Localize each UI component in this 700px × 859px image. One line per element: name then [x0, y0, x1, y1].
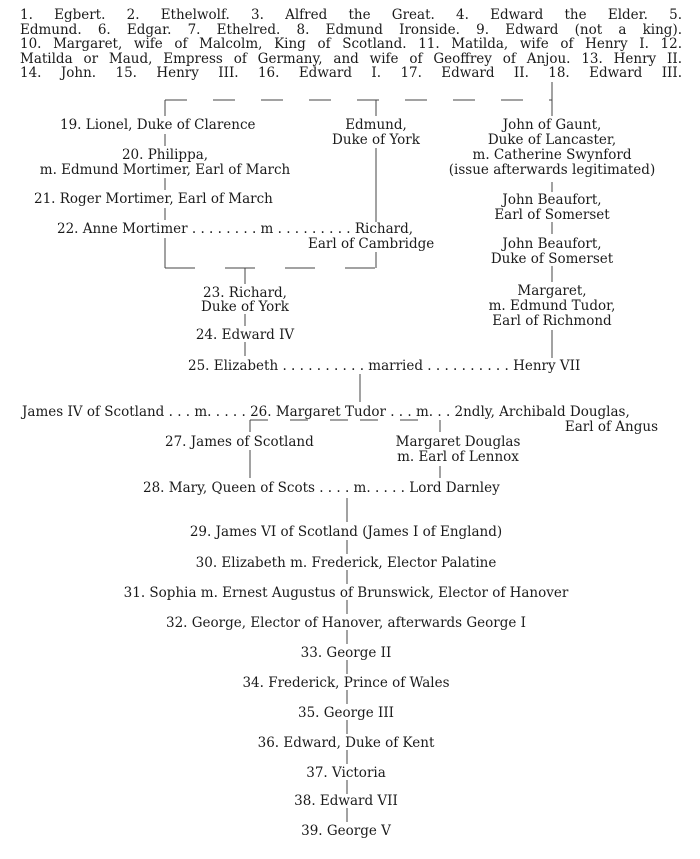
john-beaufort-earl-2: Earl of Somerset [494, 207, 610, 223]
john-of-gaunt-2: Duke of Lancaster, [487, 132, 617, 148]
lineage-entry: 34. Frederick, Prince of Wales [242, 675, 450, 691]
margaret-tudor-marriages: James IV of Scotland . . . m. . . . . 26. Margaret Tudor . . . m. . . 2ndly, Archibald Douglas, [22, 404, 630, 420]
lineage-entry: 33. George II [300, 645, 392, 661]
intro-line: 14. John. 15. Henry III. 16. Edward I. 17. Edward II. 18. Edward III. [20, 65, 682, 81]
john-beaufort-duke-1: John Beaufort, [502, 236, 602, 252]
intro-line: 1. Egbert. 2. Ethelwolf. 3. Alfred the Great. 4. Edward the Elder. 5. [20, 7, 682, 23]
james-of-scotland: 27. James of Scotland [165, 434, 314, 450]
john-of-gaunt-4: (issue afterwards legitimated) [448, 162, 656, 178]
john-beaufort-duke-2: Duke of Somerset [490, 251, 614, 267]
margaret-beaufort-3: Earl of Richmond [492, 313, 612, 329]
philippa-2: m. Edmund Mortimer, Earl of March [39, 162, 291, 178]
margaret-douglas-2: m. Earl of Lennox [397, 449, 519, 465]
john-of-gaunt-3: m. Catherine Swynford [472, 147, 632, 163]
edward-iv: 24. Edward IV [195, 327, 295, 343]
earl-of-cambridge: Earl of Cambridge [308, 236, 435, 252]
philippa-1: 20. Philippa, [121, 147, 209, 163]
roger-mortimer: 21. Roger Mortimer, Earl of March [34, 191, 273, 207]
early-kings-list [20, 8, 682, 81]
edmund-duke-of-york-2: Duke of York [332, 132, 420, 148]
lineage-entry: 31. Sophia m. Ernest Augustus of Brunswick, Elector of Hanover [123, 585, 569, 601]
lineage-entry: 39. George V [301, 823, 391, 839]
lineage-entry: 32. George, Elector of Hanover, afterwards George I [165, 615, 527, 631]
elizabeth-henry-vii: 25. Elizabeth . . . . . . . . . . married . . . . . . . . . . Henry VII [188, 358, 581, 374]
richard-duke-of-york-1: 23. Richard, [203, 285, 287, 301]
john-beaufort-earl-1: John Beaufort, [502, 192, 602, 208]
lineage-entry: 36. Edward, Duke of Kent [257, 735, 435, 751]
edmund-duke-of-york-1: Edmund, [345, 117, 407, 133]
earl-of-angus: Earl of Angus [564, 419, 658, 435]
mary-queen-of-scots: 28. Mary, Queen of Scots . . . . m. . . . . Lord Darnley [143, 480, 500, 496]
margaret-beaufort-1: Margaret, [517, 283, 587, 299]
anne-mortimer-marriage: 22. Anne Mortimer . . . . . . . . m . . . . . . . . . Richard, [57, 221, 414, 237]
john-of-gaunt-1: John of Gaunt, [502, 117, 602, 133]
intro-line: Edmund. 6. Edgar. 7. Ethelred. 8. Edmund Ironside. 9. Edward (not a king). [20, 21, 682, 38]
margaret-douglas-1: Margaret Douglas [395, 434, 521, 450]
lineage-entry: 35. George III [297, 705, 395, 721]
lineage-entry: 38. Edward VII [294, 793, 398, 809]
intro-line: Matilda or Maud, Empress of Germany, and wife of Geoffrey of Anjou. 13. Henry II. [20, 50, 682, 67]
margaret-beaufort-2: m. Edmund Tudor, [488, 298, 616, 314]
lineage-entry: 29. James VI of Scotland (James I of England) [189, 524, 503, 540]
intro-line: 10. Margaret, wife of Malcolm, King of Scotland. 11. Matilda, wife of Henry I. 12. [20, 36, 682, 52]
lineage-entry: 30. Elizabeth m. Frederick, Elector Palatine [195, 555, 497, 571]
richard-duke-of-york-2: Duke of York [201, 299, 289, 315]
lineage-entry: 37. Victoria [306, 765, 386, 781]
lionel-duke-of-clarence: 19. Lionel, Duke of Clarence [60, 117, 256, 133]
